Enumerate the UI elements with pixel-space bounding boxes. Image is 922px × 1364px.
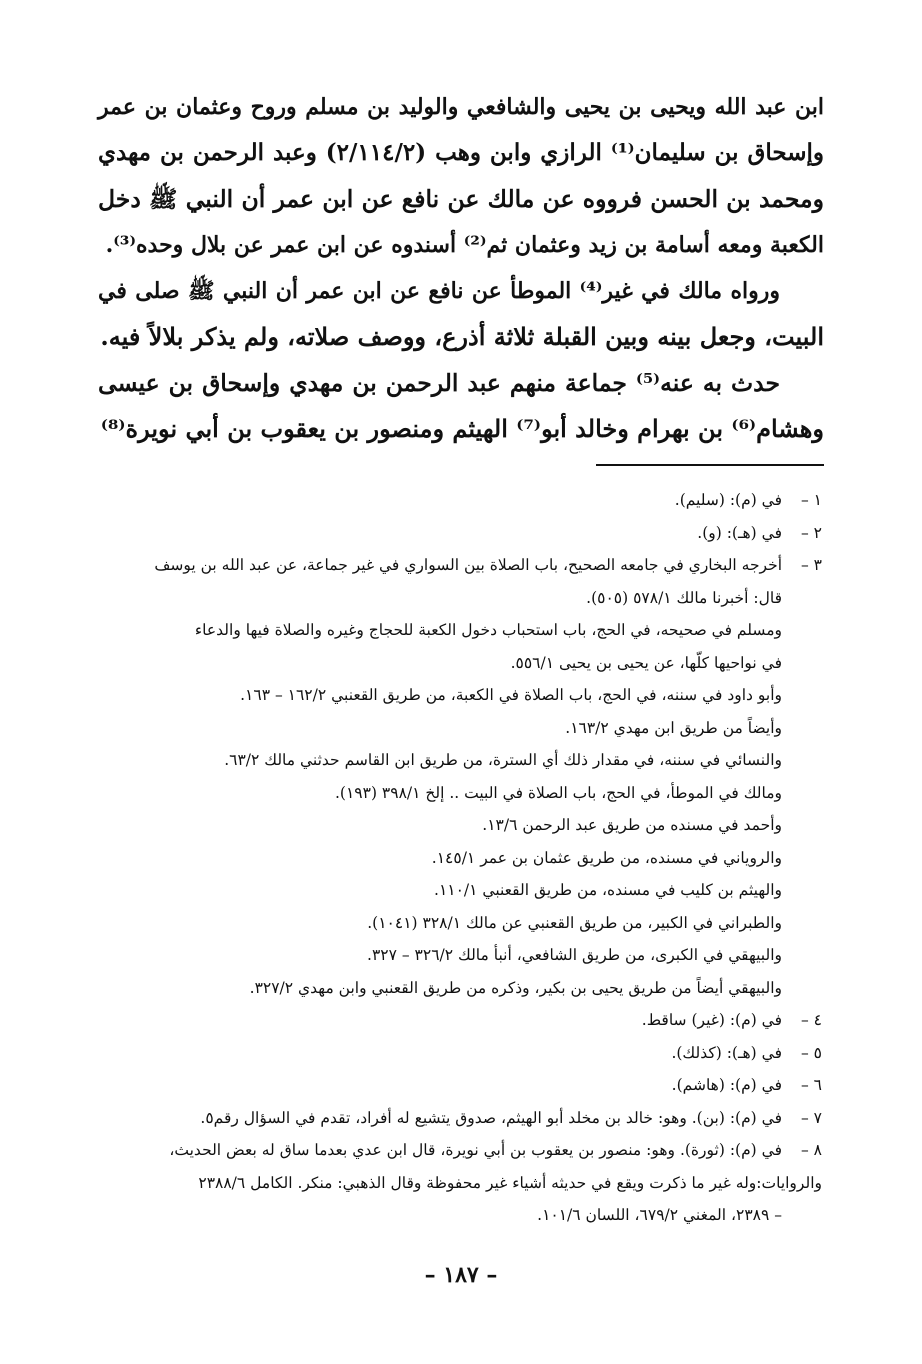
footnote-line xyxy=(100,874,822,907)
footnote-text: ومسلم في صحيحه، في الحج، باب استحباب دخول الكعبة للحجاج وغيره والصلاة فيها والدعاء xyxy=(194,621,782,639)
footnote-line xyxy=(100,712,822,745)
footnote-line xyxy=(100,1102,822,1135)
footnote-number: ١ – xyxy=(800,491,822,509)
footnotes-block xyxy=(100,484,822,1232)
main-text-line: البيت، وجعل بينه وبين القبلة ثلاثة أذرع، ووصف صلاته، ولم يذكر بلالاً فيه. xyxy=(100,322,824,351)
main-text-line: وهشام⁽⁶⁾ بن بهرام وخالد أبو⁽⁷⁾ الهيثم ومنصور بن يعقوب بن أبي نويرة⁽⁸⁾ xyxy=(100,414,824,443)
footnote-line xyxy=(100,647,822,680)
footnote-text: والروايات:وله غير ما ذكرت ويقع في حديثه أشياء غير محفوظة وقال الذهبي: منكر. الكامل ٢٣٨٨/٦ xyxy=(198,1173,822,1192)
footnote-divider xyxy=(596,464,824,466)
footnote-line xyxy=(100,1167,822,1200)
footnote-text: في (م): (سليم). xyxy=(674,491,782,509)
footnote-line xyxy=(100,614,822,647)
footnote-number: ٥ – xyxy=(800,1043,822,1062)
footnote-number: ٣ – xyxy=(800,556,822,574)
footnote-number: ٧ – xyxy=(800,1108,822,1127)
footnote-line xyxy=(100,517,822,550)
footnote-number: ٢ – xyxy=(800,523,822,542)
footnote-text: في (هـ): (كذلك). xyxy=(671,1043,782,1062)
main-text-line: حدث به عنه⁽⁵⁾ جماعة منهم عبد الرحمن بن مهدي وإسحاق بن عيسى xyxy=(98,369,780,397)
main-text-line: ابن عبد الله ويحيى بن يحيى والشافعي والوليد بن مسلم وروح وعثمان بن عمر xyxy=(98,94,824,120)
footnote-text: في (م): (ثورة). وهو: منصور بن يعقوب بن أبي نويرة، قال ابن عدي بعدما ساق له بعض الحديث، xyxy=(169,1141,782,1159)
footnote-text: ومالك في الموطأ، في الحج، باب الصلاة في البيت .. إلخ ٣٩٨/١ (١٩٣). xyxy=(334,783,782,802)
footnote-text: وأبو داود في سننه، في الحج، باب الصلاة في الكعبة، من طريق القعنبي ١٦٢/٢ – ١٦٣. xyxy=(240,686,782,704)
footnote-text: في (م): (غير) ساقط. xyxy=(641,1011,782,1029)
footnote-text: والبيهقي في الكبرى، من طريق الشافعي، أنبأ مالك ٣٢٦/٢ – ٣٢٧. xyxy=(367,946,782,964)
main-text-line: وإسحاق بن سليمان⁽¹⁾ الرازي وابن وهب (٢/١١٤/٢) وعبد الرحمن بن مهدي xyxy=(98,139,825,166)
footnote-text: في (م): (هاشم). xyxy=(671,1076,782,1094)
footnote-text: في (م): (بن). وهو: خالد بن مخلد أبو الهيثم، صدوق يتشيع له أفراد، تقدم في السؤال رقم٥. xyxy=(200,1108,782,1127)
footnote-text: وأحمد في مسنده من طريق عبد الرحمن ١٣/٦. xyxy=(482,816,782,834)
footnote-line xyxy=(100,1199,822,1232)
footnote-line xyxy=(100,549,822,582)
main-text-line: ورواه مالك في غير⁽⁴⁾ الموطأ عن نافع عن ابن عمر أن النبي ﷺ صلى في xyxy=(98,278,780,304)
footnote-line xyxy=(100,842,822,875)
main-text-line: الكعبة ومعه أسامة بن زيد وعثمان ثم⁽²⁾ أسندوه عن ابن عمر عن بلال وحده⁽³⁾. xyxy=(105,232,824,258)
footnote-text: وأيضاً من طريق ابن مهدي ١٦٣/٢. xyxy=(565,718,782,737)
footnote-line xyxy=(100,972,822,1005)
main-text-block xyxy=(98,84,824,452)
footnote-line xyxy=(100,679,822,712)
footnote-text: في نواحيها كلّها، عن يحيى بن يحيى ٥٥٦/١. xyxy=(510,653,782,672)
footnote-number: ٨ – xyxy=(800,1141,822,1159)
footnote-line xyxy=(100,907,822,940)
footnote-text: في (هـ): (و). xyxy=(697,523,782,542)
footnote-text: والطبراني في الكبير، من طريق القعنبي عن مالك ٣٢٨/١ (١٠٤١). xyxy=(367,913,782,932)
footnote-line xyxy=(100,777,822,810)
footnote-number: ٤ – xyxy=(800,1011,822,1029)
footnote-line xyxy=(100,1037,822,1070)
footnote-line xyxy=(100,582,822,615)
footnote-text: – ٢٣٨٩، المغني ٦٧٩/٢، اللسان ١٠١/٦. xyxy=(537,1206,782,1224)
footnote-text: والنسائي في سننه، في مقدار ذلك أي السترة، من طريق ابن القاسم حدثني مالك ٦٣/٢. xyxy=(224,751,782,769)
footnote-text: قال: أخبرنا مالك ٥٧٨/١ (٥٠٥). xyxy=(586,588,782,607)
footnote-text: والهيثم بن كليب في مسنده، من طريق القعنبي ١١٠/١. xyxy=(434,881,782,899)
footnote-text: والروياني في مسنده، من طريق عثمان بن عمر ١٤٥/١. xyxy=(431,848,782,867)
footnote-text: والبيهقي أيضاً من طريق يحيى بن بكير، وذكره من طريق القعنبي وابن مهدي ٣٢٧/٢. xyxy=(249,978,782,997)
page-number: – ١٨٧ – xyxy=(424,1262,498,1288)
footnote-line xyxy=(100,1134,822,1167)
main-text-line: ومحمد بن الحسن فرووه عن مالك عن نافع عن ابن عمر أن النبي ﷺ دخل xyxy=(98,185,824,213)
footnote-line xyxy=(100,809,822,842)
footnote-text: أخرجه البخاري في جامعه الصحيح، باب الصلاة بين السواري في غير جماعة، عن عبد الله بن يوسف xyxy=(154,556,782,574)
footnote-line xyxy=(100,1004,822,1037)
footnote-line xyxy=(100,939,822,972)
footnote-line xyxy=(100,1069,822,1102)
footnote-line xyxy=(100,744,822,777)
footnote-line xyxy=(100,484,822,517)
footnote-number: ٦ – xyxy=(800,1076,822,1094)
